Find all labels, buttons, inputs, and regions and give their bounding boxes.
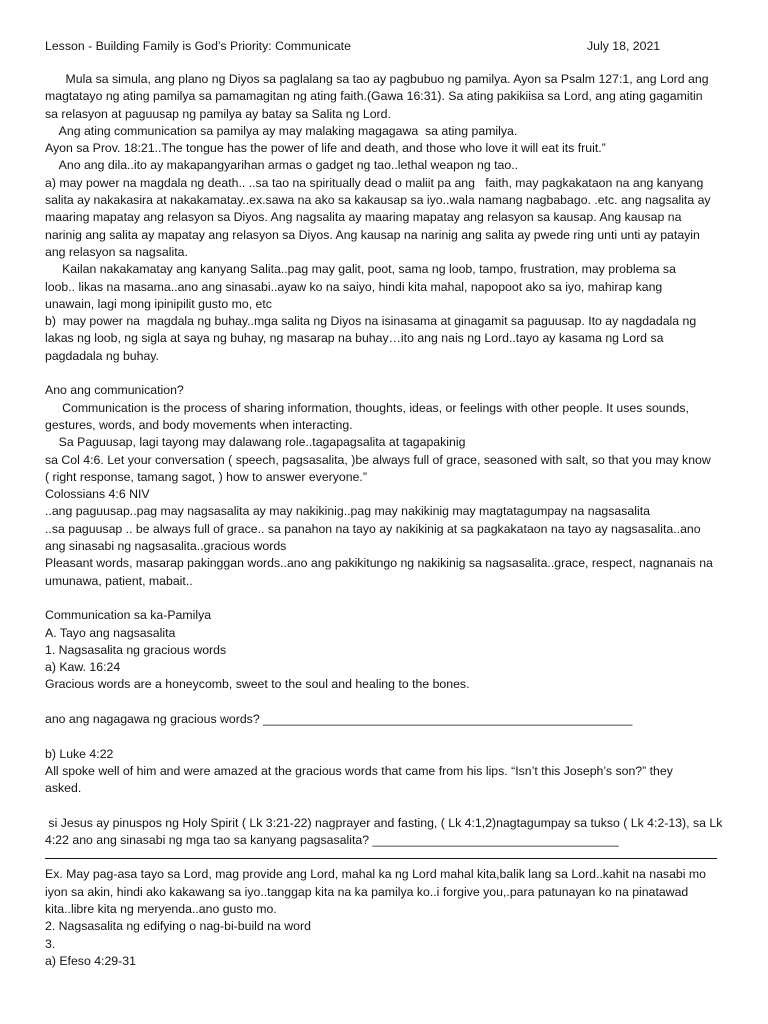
text-line: Kailan nakakamatay ang kanyang Salita..pag may galit, poot, sama ng loob, tampo, frustration, may problema sa bbox=[45, 262, 676, 277]
spacer bbox=[45, 859, 725, 866]
text-line: Ang ating communication sa pamilya ay may malaking magagawa sa ating pamilya. bbox=[45, 123, 518, 138]
answer-line bbox=[45, 849, 717, 859]
blank-line bbox=[45, 797, 725, 814]
question-line: ano ang nagagawa ng gracious words? ______________________________________________________ bbox=[45, 711, 633, 726]
lesson-date: July 18, 2021 bbox=[587, 39, 661, 53]
blank-line bbox=[45, 728, 725, 745]
text-line: kita..libre kita ng meryenda..ano gusto mo. bbox=[45, 901, 277, 916]
text-line: a) Efeso 4:29-31 bbox=[45, 953, 136, 968]
text-line: Sa Paguusap, lagi tayong may dalawang role..tagapagsalita at tagapakinig bbox=[45, 435, 466, 450]
blank-line bbox=[45, 365, 725, 382]
text-line: ..ang paguusap..pag may nagsasalita ay may nakikinig..pag may nakikinig may magtatagumpay na nagsasalita bbox=[45, 504, 650, 519]
text-line: gestures, words, and body movements when interacting. bbox=[45, 417, 353, 432]
section-heading: Communication sa ka-Pamilya bbox=[45, 608, 212, 623]
text-line: unawain, lagi mong ipinipilit gusto mo, etc bbox=[45, 296, 272, 311]
text-line: iyon sa akin, hindi ako kakawang sa iyo..tanggap kita na ka pamilya ko..i forgive you,.para patunayan ko na pinatawad bbox=[45, 884, 689, 899]
text-line: Mula sa simula, ang plano ng Diyos sa paglalang sa tao ay pagbubuo ng pamilya. Ayon sa Psalm 127:1, ang Lord ang bbox=[45, 72, 709, 86]
family-section bbox=[45, 607, 725, 693]
text-line: si Jesus ay pinuspos ng Holy Spirit ( Lk 3:21-22) nagprayer and fasting, ( Lk 4:1,2)nagtagumpay sa tukso ( Lk 4:2-13), sa Lk bbox=[45, 815, 723, 830]
text-line: a) Kaw. 16:24 bbox=[45, 660, 121, 675]
luke-section bbox=[45, 746, 725, 798]
question-line: 4:22 ano ang sinasabi ng mga tao sa kanyang pagsasalita? ____________________________________ bbox=[45, 833, 619, 848]
text-line: Ayon sa Prov. 18:21..The tongue has the power of life and death, and those who love it will eat its fruit.” bbox=[45, 141, 606, 156]
text-line: ang relasyon sa nagsalita. bbox=[45, 244, 188, 259]
text-line: 3. bbox=[45, 936, 56, 951]
text-line: ( right response, tamang sagot, ) how to answer everyone.” bbox=[45, 469, 367, 484]
lesson-title: Lesson - Building Family is God’s Priority: Communicate bbox=[45, 39, 351, 53]
text-line: salita ay nakakasira at nakakamatay..ex.sawa na ako sa kakausap sa iyo..wala namang nagbabago. .etc. ang nagsalita ay bbox=[45, 193, 711, 208]
text-line: All spoke well of him and were amazed at the gracious words that came from his lips. “Isn’t this Joseph’s son?” they bbox=[45, 763, 673, 778]
text-line: lakas ng loob, ng sigla at saya ng buhay, ng masarap na buhay…ito ang nais ng Lord..tayo ay kasama ng Lord sa bbox=[45, 331, 664, 346]
blank-line bbox=[45, 694, 725, 711]
text-line: sa relasyon at paguusap ng pamilya ay batay sa Salita ng Lord. bbox=[45, 106, 391, 121]
text-line: b) Luke 4:22 bbox=[45, 746, 114, 761]
jesus-section bbox=[45, 815, 725, 867]
communication-section bbox=[45, 382, 725, 590]
text-line: sa Col 4:6. Let your conversation ( speech, pagsasalita, )be always full of grace, seasoned with salt, so that you may know bbox=[45, 452, 711, 467]
text-line: a) may power na magdala ng death.. ..sa tao na spiritually dead o maliit pa ang faith, may pagkakataon na ang kanyang bbox=[45, 175, 704, 190]
text-line: loob.. likas na masama..ano ang sinasabi..ayaw ko na saiyo, hindi kita mahal, napopoot ako sa iyo, mahirap kang bbox=[45, 279, 663, 294]
section-heading: Ano ang communication? bbox=[45, 383, 184, 398]
text-line: Ano ang dila..ito ay makapangyarihan armas o gadget ng tao..lethal weapon ng tao.. bbox=[45, 158, 519, 173]
text-line: 1. Nagsasalita ng gracious words bbox=[45, 642, 227, 657]
text-line: asked. bbox=[45, 781, 82, 796]
text-line: b) may power na magdala ng buhay..mga salita ng Diyos na isinasama at ginagamit sa paguusap. Ito ay nagdadala ng bbox=[45, 314, 697, 329]
text-line: A. Tayo ang nagsasalita bbox=[45, 625, 176, 640]
text-line: Pleasant words, masarap pakinggan words..ano ang pakikitungo ng nakikinig sa nagsasalita..grace, respect, nagnanais na bbox=[45, 556, 713, 571]
text-line: narinig ang salita ay mapatay ang relasyon sa Diyos. Ang kausap na narinig ang salita ay pwede ring unti unti ay patayin bbox=[45, 227, 700, 242]
text-line: ..sa paguusap .. be always full of grace.. sa panahon na tayo ay nakikinig at sa pagkakataon na tayo ay nagsasalita..ano bbox=[45, 521, 701, 536]
text-line: Colossians 4:6 NIV bbox=[45, 487, 150, 502]
text-line: Gracious words are a honeycomb, sweet to the soul and healing to the bones. bbox=[45, 677, 470, 692]
text-line: maaring mapatay ang relasyon sa Diyos. Ang nagsalita ay maaring mapatay ang relasyon sa kausap. Ang kausap na bbox=[45, 210, 682, 225]
text-line: pagdadala ng buhay. bbox=[45, 348, 159, 363]
text-line: ang sinasabi ng nagsasalita..gracious words bbox=[45, 539, 287, 554]
ending-section bbox=[45, 866, 725, 970]
intro-section bbox=[45, 71, 725, 365]
text-line: 2. Nagsasalita ng edifying o nag-bi-build na word bbox=[45, 919, 311, 934]
text-line: umunawa, patient, mabait.. bbox=[45, 573, 193, 588]
text-line: Communication is the process of sharing information, thoughts, ideas, or feelings with other people. It uses sounds, bbox=[45, 400, 689, 415]
document-header bbox=[45, 38, 723, 56]
document-body bbox=[45, 71, 725, 970]
text-line: Ex. May pag-asa tayo sa Lord, mag provide ang Lord, mahal ka ng Lord mahal kita,balik lang sa Lord..kahit na nasabi mo bbox=[45, 867, 706, 882]
blank-line bbox=[45, 590, 725, 607]
text-line: magtatayo ng ating pamilya sa pamamagitan ng ating faith.(Gawa 16:31). Sa ating pakikiisa sa Lord, ang ating gagamitin bbox=[45, 89, 703, 104]
